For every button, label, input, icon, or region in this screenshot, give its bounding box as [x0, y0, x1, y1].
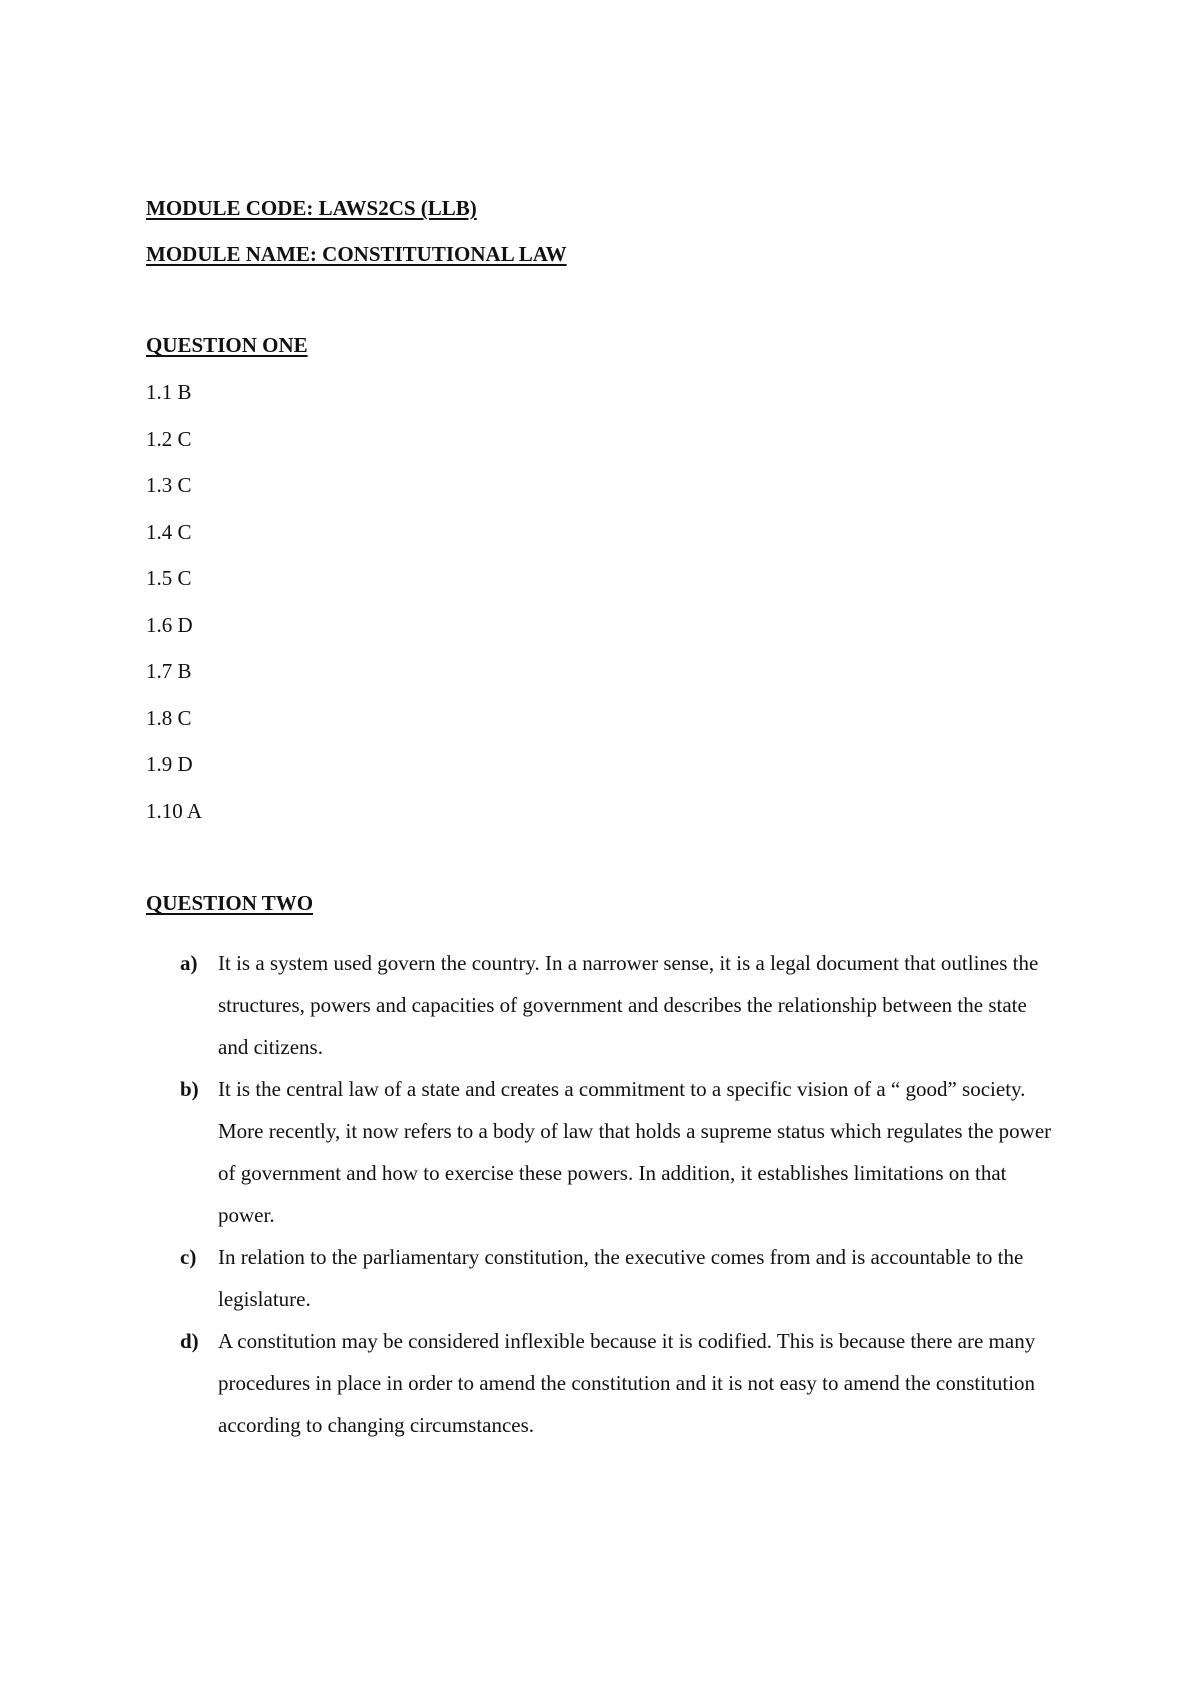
answer-a-text: It is a system used govern the country. In a narrower sense, it is a legal document that outlines the structures, powers and capacities of government and describes the relationship between the state and citizens. [218, 951, 1039, 1059]
question-two-heading: QUESTION TWO [146, 891, 314, 915]
question-two-answers [180, 942, 1060, 1446]
answer-d [180, 1320, 1060, 1446]
answer-1-6: 1.6 D [146, 613, 193, 637]
answer-b [180, 1068, 1060, 1236]
answer-b-letter: b) [180, 1077, 199, 1101]
answer-1-10: 1.10 A [146, 799, 203, 823]
module-code: MODULE CODE: LAWS2CS (LLB) [146, 196, 477, 220]
module-name: MODULE NAME: CONSTITUTIONAL LAW [146, 242, 567, 266]
answer-1-9: 1.9 D [146, 752, 193, 776]
answer-a [180, 942, 1060, 1068]
answer-c [180, 1236, 1060, 1320]
answer-b-text: It is the central law of a state and creates a commitment to a specific vision of a “ good” society. More recently, it now refers to a body of law that holds a supreme status which regulates the power of government and how to exercise these powers. In addition, it establishes limitations on that power. [218, 1077, 1052, 1227]
answer-c-letter: c) [180, 1245, 197, 1269]
answer-a-letter: a) [180, 951, 198, 975]
answer-1-1: 1.1 B [146, 380, 192, 404]
answer-d-letter: d) [180, 1329, 199, 1353]
answer-1-8: 1.8 C [146, 706, 192, 730]
answer-1-5: 1.5 C [146, 566, 192, 590]
answer-c-text: In relation to the parliamentary constitution, the executive comes from and is accountable to the legislature. [218, 1245, 1024, 1311]
question-one-heading: QUESTION ONE [146, 333, 308, 357]
answer-1-4: 1.4 C [146, 520, 192, 544]
answer-1-3: 1.3 C [146, 473, 192, 497]
answer-d-text: A constitution may be considered inflexible because it is codified. This is because there are many procedures in place in order to amend the constitution and it is not easy to amend the constitution according to changing circumstances. [218, 1329, 1036, 1437]
answer-1-2: 1.2 C [146, 427, 192, 451]
answer-1-7: 1.7 B [146, 659, 192, 683]
